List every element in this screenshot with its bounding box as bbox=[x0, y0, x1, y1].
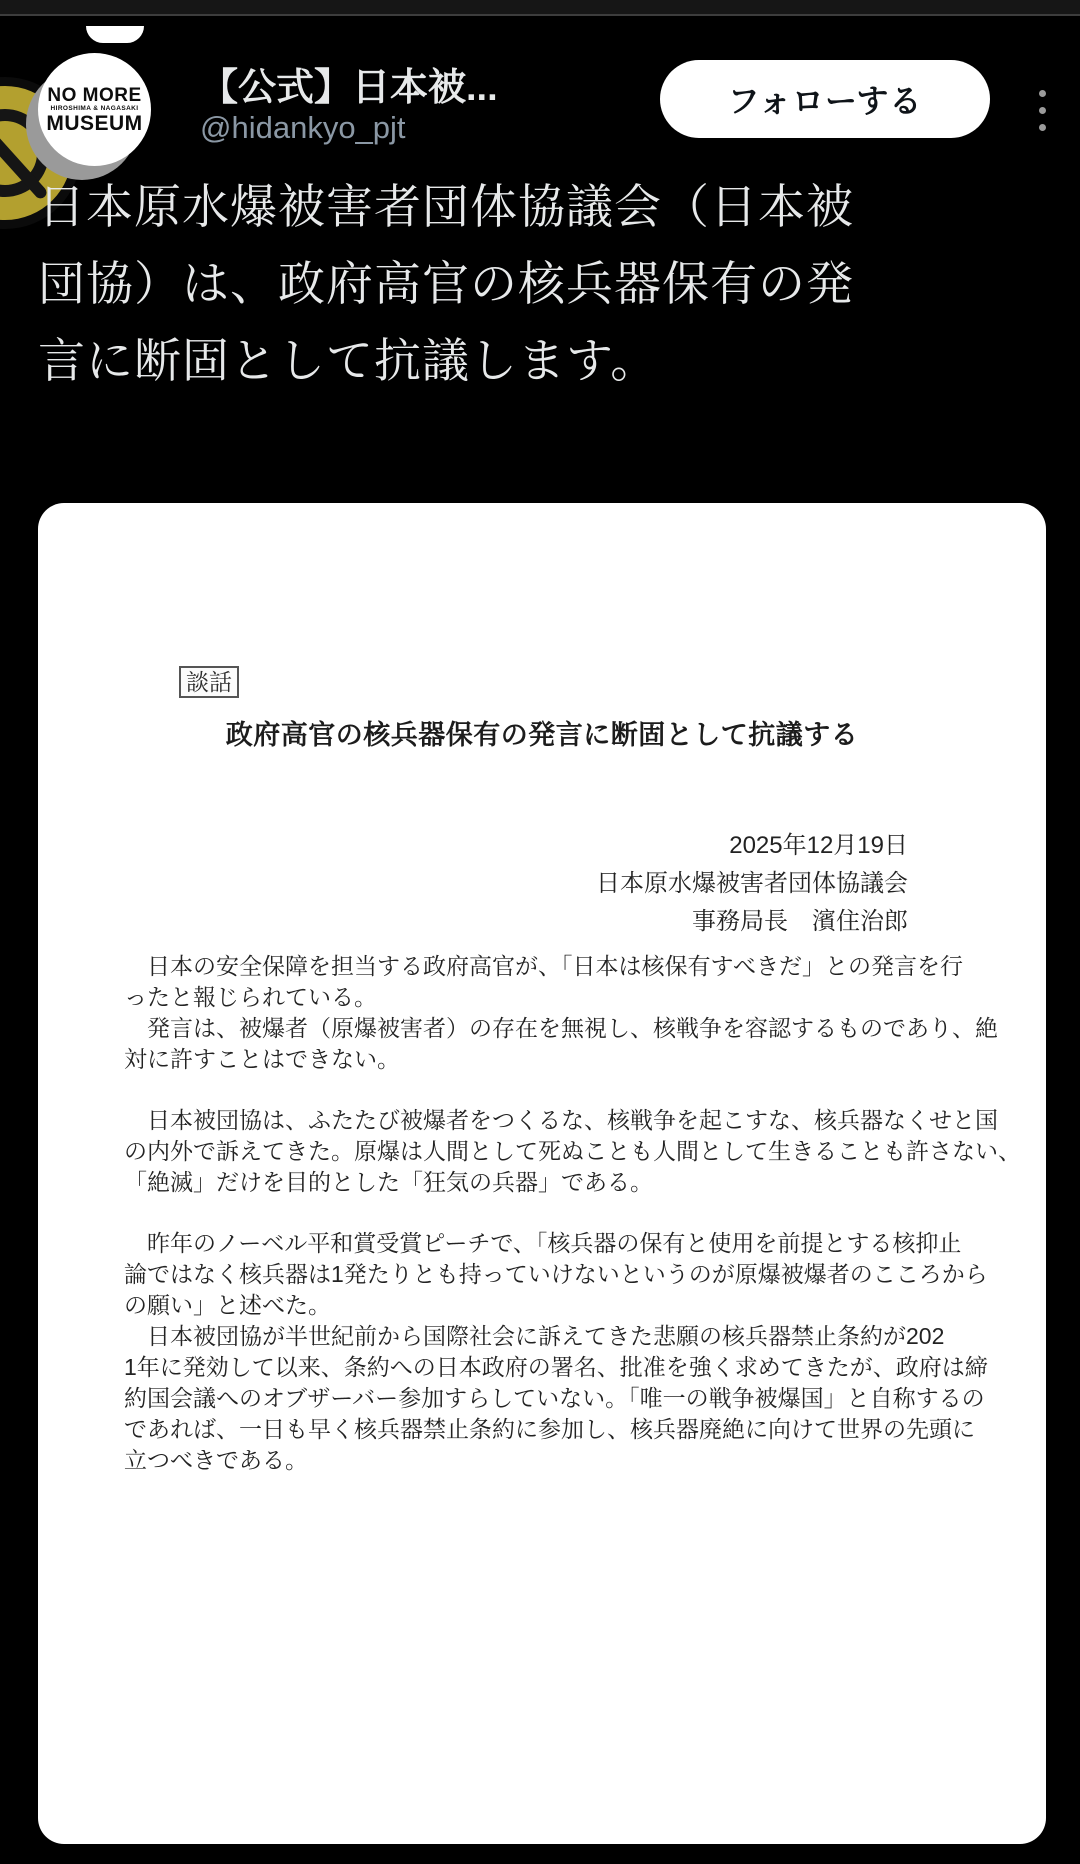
avatar-logo-subtext: HIROSHIMA & NAGASAKI bbox=[50, 104, 139, 112]
avatar-logo-text: NO MORE bbox=[47, 84, 142, 106]
document-line: 「絶滅」だけを目的とした「狂気の兵器」である。 bbox=[124, 1169, 653, 1195]
document-line: 立つべきである。 bbox=[124, 1447, 308, 1473]
dot bbox=[1039, 90, 1046, 97]
document-line: ったと報じられている。 bbox=[124, 984, 377, 1010]
screen-top-divider bbox=[0, 0, 1080, 16]
post-text-line: 日本原水爆被害者団体協議会（日本被 bbox=[38, 180, 854, 233]
document-line: 昨年のノーベル平和賞受賞ピーチで、「核兵器の保有と使用を前提とする核抑止 bbox=[124, 1230, 962, 1256]
document-line: 日本の安全保障を担当する政府高官が、「日本は核保有すべきだ」との発言を行 bbox=[124, 953, 964, 979]
document-line: の願い」と述べた。 bbox=[124, 1292, 331, 1318]
dot bbox=[1039, 124, 1046, 131]
document-line: 発言は、被爆者（原爆被害者）の存在を無視し、核戦争を容認するものであり、絶 bbox=[124, 1015, 998, 1041]
document-paragraph-block bbox=[124, 1228, 988, 1476]
document-body bbox=[124, 951, 1021, 1476]
document-title: 政府高官の核兵器保有の発言に断固として抗議する bbox=[225, 720, 859, 750]
document-paragraph-block bbox=[124, 1105, 1021, 1198]
document-date: 2025年12月19日 bbox=[729, 832, 908, 859]
document-line: 日本被団協は、ふたたび被爆者をつくるな、核戦争を起こすな、核兵器なくせと国 bbox=[124, 1107, 998, 1133]
document-line: 対に許すことはできない。 bbox=[124, 1046, 400, 1072]
account-display-name[interactable]: 【公式】日本被... bbox=[200, 67, 498, 109]
attached-document-image[interactable] bbox=[38, 503, 1046, 1844]
post-text bbox=[38, 168, 1048, 399]
document-line: 約国会議へのオブザーバー参加すらしていない。「唯一の戦争被爆国」と自称するの bbox=[124, 1385, 985, 1411]
document-label-box: 談話 bbox=[179, 666, 239, 698]
profile-avatar[interactable] bbox=[38, 53, 151, 166]
avatar-logo-text2: MUSEUM bbox=[46, 111, 143, 135]
account-handle[interactable]: @hidankyo_pjt bbox=[200, 110, 406, 145]
document-line: であれば、一日も早く核兵器禁止条約に参加し、核兵器廃絶に向けて世界の先頭に bbox=[124, 1416, 975, 1442]
document-org: 日本原水爆被害者団体協議会 bbox=[596, 870, 908, 897]
document-line: 日本被団協が半世紀前から国際社会に訴えてきた悲願の核兵器禁止条約が202 bbox=[124, 1323, 945, 1349]
document-signer: 事務局長 濱住治郎 bbox=[692, 908, 908, 935]
dot bbox=[1039, 107, 1046, 114]
post-text-line: 言に断固として抗議します。 bbox=[38, 334, 659, 387]
cropped-avatar-fragment bbox=[86, 26, 144, 43]
document-line: 1年に発効して以来、条約への日本政府の署名、批准を強く求めてきたが、政府は締 bbox=[124, 1354, 988, 1380]
document-line: 論ではなく核兵器は1発たりとも持っていけないというのが原爆被爆者のこころから bbox=[124, 1261, 988, 1287]
follow-button-label: フォローする bbox=[727, 83, 923, 119]
document-line: の内外で訴えてきた。原爆は人間として死ぬことも人間として生きることも許さない、 bbox=[124, 1138, 1021, 1164]
document-meta bbox=[596, 827, 908, 941]
more-options-icon[interactable] bbox=[1022, 68, 1062, 152]
follow-button[interactable] bbox=[660, 60, 990, 138]
post-text-line: 団協）は、政府高官の核兵器保有の発 bbox=[38, 257, 854, 310]
document-paragraph-block bbox=[124, 951, 998, 1075]
